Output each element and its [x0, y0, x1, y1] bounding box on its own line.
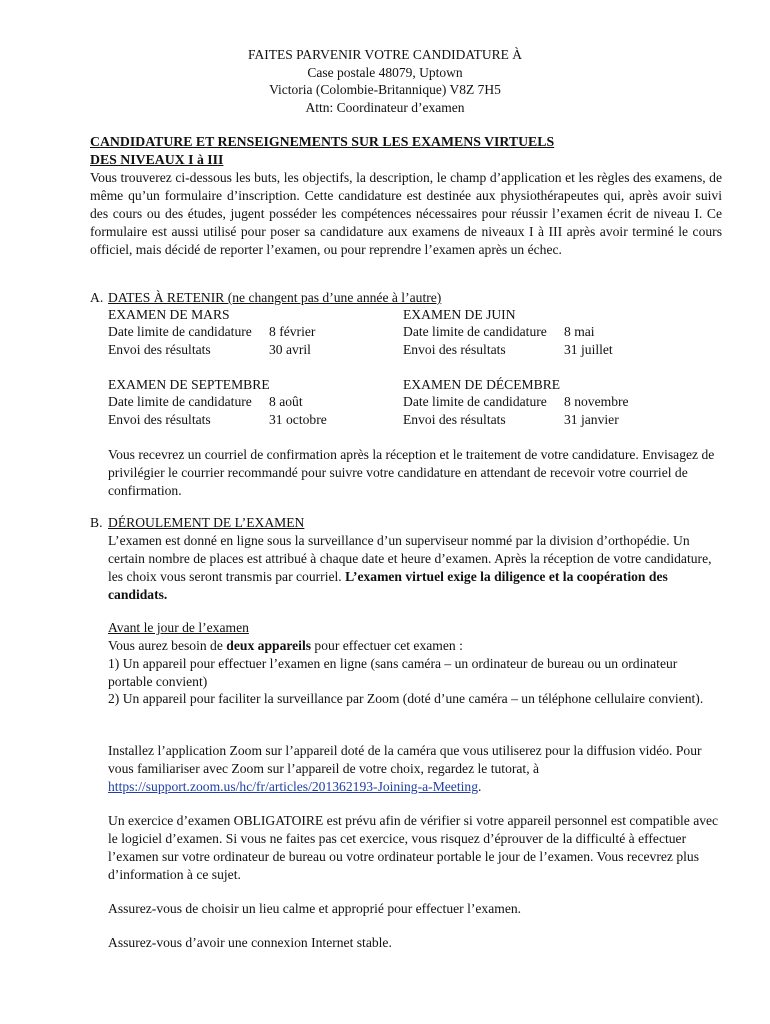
results-value: 31 octobre — [269, 412, 327, 427]
results-value: 31 juillet — [564, 342, 613, 357]
devices-line — [108, 637, 722, 655]
exam-name: EXAMEN DE DÉCEMBRE — [403, 377, 561, 392]
practice-exam-paragraph: Un exercice d’examen OBLIGATOIRE est prévu afin de vérifier si votre appareil personnel est compatible avec le logiciel d’examen. Si vous ne faites pas cet exercice, vous risquez d’éprouver de la difficulté à effectuer l’examen sur votre ordinateur de bureau ou votre ordinateur portable le jour de l’examen. Vous recevrez plus d’information à ce sujet. — [108, 813, 719, 882]
internet-paragraph: Assurez-vous d’avoir une connexion Internet stable. — [108, 935, 392, 950]
section-b-letter: B. — [90, 515, 103, 530]
results-value: 31 janvier — [564, 412, 619, 427]
deadline-value: 8 février — [269, 324, 316, 339]
results-label: Envoi des résultats — [108, 412, 211, 427]
address-line-4: Attn: Coordinateur d’examen — [305, 99, 465, 115]
devices-emphasis: deux appareils — [226, 638, 312, 653]
intro-paragraph: Vous trouverez ci-dessous les buts, les objectifs, la description, le champ d’application et les règles des examens, de même qu’un formulaire d’inscription. Cette candidature est destinée aux physiothérapeutes qui, après avoir suivi des cours ou des études, jugent posséder les compétences nécessaires pour réussir l’examen écrit de niveau I. Ce formulaire est aussi utilisé pour poser sa candidature aux examens de niveaux I à III après avoir terminé le cours officiel, mais décidé de reporter l’examen, ou pour reprendre l’examen après un échec. — [90, 170, 722, 257]
address-line-3: Victoria (Colombie-Britannique) V8Z 7H5 — [269, 82, 501, 97]
exam-name: EXAMEN DE MARS — [108, 307, 230, 322]
results-label: Envoi des résultats — [108, 342, 211, 357]
address-line-1: FAITES PARVENIR VOTRE CANDIDATURE À — [248, 47, 522, 62]
devices-post: pour effectuer cet examen : — [311, 638, 463, 653]
document-title — [90, 133, 554, 169]
section-a-letter: A. — [90, 290, 104, 305]
title-line-2: DES NIVEAUX I à III — [90, 152, 224, 167]
exam-name: EXAMEN DE JUIN — [403, 307, 516, 322]
results-value: 30 avril — [269, 342, 311, 357]
title-line-1: CANDIDATURE ET RENSEIGNEMENTS SUR LES EXAMENS VIRTUELS — [90, 134, 555, 149]
zoom-tutorial-link[interactable]: https://support.zoom.us/hc/fr/articles/201362193-Joining-a-Meeting — [108, 779, 478, 794]
section-a-heading: DATES À RETENIR (ne changent pas d’une année à l’autre) — [108, 290, 442, 305]
address-line-2: Case postale 48079, Uptown — [307, 64, 463, 80]
procedure-text: L’examen est donné en ligne sous la surveillance d’un superviseur nommé par la division d’orthopédie. Un certain nombre de places est attribué à chaque date et heure d’examen. Après la réception de votre candidature, les choix vous seront transmis par courriel. — [108, 533, 712, 584]
zoom-text: Installez l’application Zoom sur l’appareil doté de la caméra que vous utiliserez pour la diffusion vidéo. Pour vous familiariser avec Zoom sur l’appareil de votre choix, regardez le tutorat, à — [108, 743, 702, 776]
confirmation-paragraph: Vous recevrez un courriel de confirmation après la réception et le traitement de votre candidature. Envisagez de privilégier le courrier recommandé pour suivre votre candidature en attendant de recevoir votre courriel de confirmation. — [108, 447, 715, 498]
procedure-emphasis: L’examen virtuel exige la diligence et la coopération des candidats. — [108, 569, 668, 602]
deadline-label: Date limite de candidature — [403, 324, 547, 339]
devices-pre: Vous aurez besoin de — [108, 638, 227, 653]
results-label: Envoi des résultats — [403, 412, 506, 427]
device-item-1: 1) Un appareil pour effectuer l’examen en ligne (sans caméra – un ordinateur de bureau ou un ordinateur portable convient) — [108, 656, 678, 689]
deadline-label: Date limite de candidature — [403, 394, 547, 409]
section-b-heading: DÉROULEMENT DE L’EXAMEN — [108, 515, 305, 530]
deadline-value: 8 novembre — [564, 394, 629, 409]
exam-procedure-paragraph — [108, 532, 722, 604]
deadline-label: Date limite de candidature — [108, 394, 252, 409]
zoom-text-end: . — [478, 779, 482, 794]
zoom-paragraph — [108, 742, 722, 796]
before-exam-subheading: Avant le jour de l’examen — [108, 620, 249, 635]
exam-name: EXAMEN DE SEPTEMBRE — [108, 377, 270, 392]
device-item-2: 2) Un appareil pour faciliter la surveillance par Zoom (doté d’une caméra – un téléphone cellulaire convient). — [108, 691, 704, 706]
mailing-address — [0, 46, 770, 116]
deadline-value: 8 août — [269, 394, 303, 409]
results-label: Envoi des résultats — [403, 342, 506, 357]
location-paragraph: Assurez-vous de choisir un lieu calme et approprié pour effectuer l’examen. — [108, 901, 522, 916]
deadline-label: Date limite de candidature — [108, 324, 252, 339]
deadline-value: 8 mai — [564, 324, 595, 339]
